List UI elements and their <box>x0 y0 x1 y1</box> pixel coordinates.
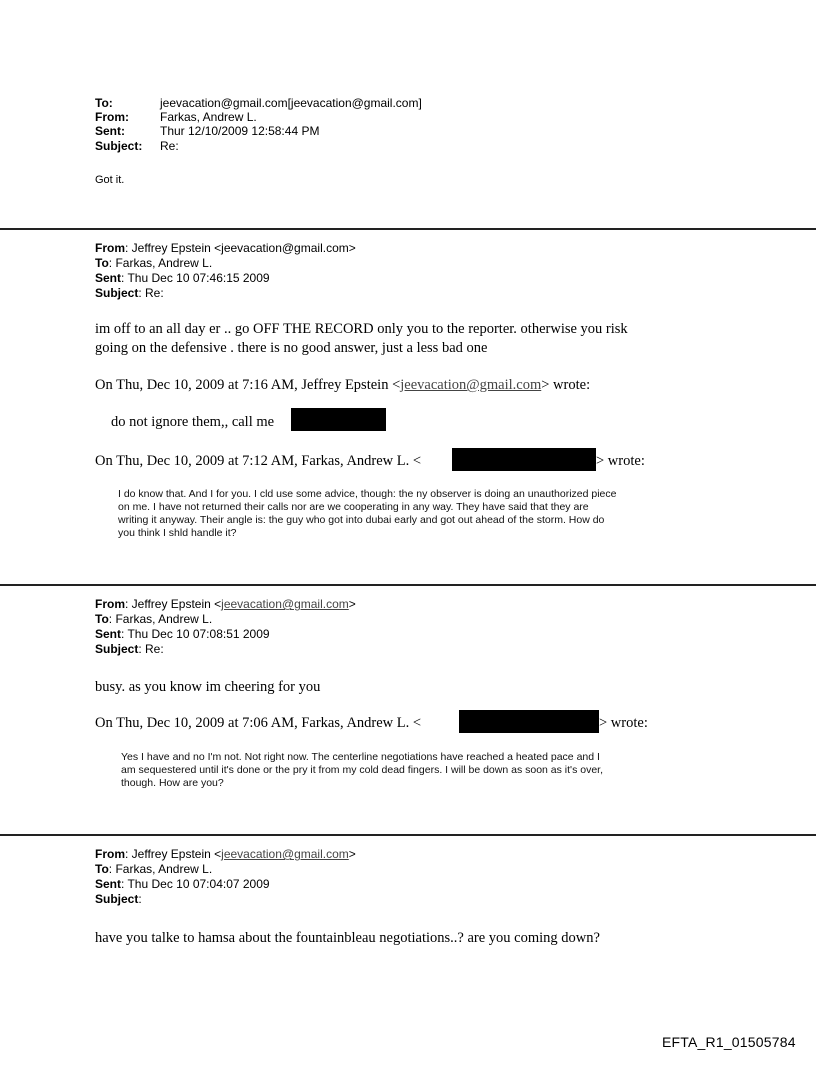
sent-label: Sent: <box>95 124 125 138</box>
from-value: Farkas, Andrew L. <box>160 110 257 124</box>
msg3-sent-line: Sent: Thu Dec 10 07:08:51 2009 <box>95 627 270 641</box>
msg4-to-line: To: Farkas, Andrew L. <box>95 862 213 876</box>
msg3-quote-line1: Yes I have and no I'm not. Not right now. The centerline negotiations have reached a heated pace and I <box>121 751 600 763</box>
divider <box>0 834 816 836</box>
email-link[interactable]: jeevacation@gmail.com <box>221 847 349 861</box>
msg4-body: have you talke to hamsa about the fountainbleau negotiations..? are you coming down? <box>95 930 600 946</box>
document-id: EFTA_R1_01505784 <box>662 1034 796 1050</box>
msg2-subject-line: Subject: Re: <box>95 286 164 300</box>
to-value: jeevacation@gmail.com[jeevacation@gmail.com] <box>160 96 422 110</box>
divider <box>0 584 816 586</box>
msg3-subject-line: Subject: Re: <box>95 642 164 656</box>
msg2-quote1-header: On Thu, Dec 10, 2009 at 7:16 AM, Jeffrey Epstein <jeevacation@gmail.com> wrote: <box>95 377 591 393</box>
redaction-box <box>452 448 596 471</box>
msg2-from-line: From: Jeffrey Epstein <jeevacation@gmail.com> <box>95 241 356 255</box>
divider <box>0 228 816 230</box>
msg3-to-line: To: Farkas, Andrew L. <box>95 612 213 626</box>
msg3-quote-line3: though. How are you? <box>121 777 224 789</box>
msg3-from-line: From: Jeffrey Epstein <jeevacation@gmail.com> <box>95 597 356 611</box>
msg2-quote2-line4: you think I shld handle it? <box>118 527 237 539</box>
redaction-box <box>459 710 599 733</box>
msg2-quote2-suffix: > wrote: <box>596 453 645 469</box>
msg3-quote-prefix: On Thu, Dec 10, 2009 at 7:06 AM, Farkas, Andrew L. < <box>95 715 422 731</box>
email-link[interactable]: jeevacation@gmail.com <box>400 377 542 393</box>
msg2-quote2-prefix: On Thu, Dec 10, 2009 at 7:12 AM, Farkas, Andrew L. < <box>95 453 422 469</box>
subject-value: Re: <box>160 139 179 153</box>
msg3-quote-suffix: > wrote: <box>599 715 648 731</box>
msg2-to-line: To: Farkas, Andrew L. <box>95 256 213 270</box>
sent-value: Thur 12/10/2009 12:58:44 PM <box>160 124 320 138</box>
msg2-body-line2: going on the defensive . there is no good answer, just a less bad one <box>95 340 488 356</box>
msg4-subject-line: Subject: <box>95 892 142 906</box>
msg2-quote1-body: do not ignore them,, call me <box>111 414 275 430</box>
to-label: To: <box>95 96 113 110</box>
msg4-sent-line: Sent: Thu Dec 10 07:04:07 2009 <box>95 877 270 891</box>
msg2-quote2-line1: I do know that. And I for you. I cld use some advice, though: the ny observer is doing an unauthorized piece <box>118 488 617 500</box>
msg2-sent-line: Sent: Thu Dec 10 07:46:15 2009 <box>95 271 270 285</box>
msg4-from-line: From: Jeffrey Epstein <jeevacation@gmail.com> <box>95 847 356 861</box>
msg3-quote-line2: am sequestered until it's done or the pry it from my cold dead fingers. I will be down as soon as it's over, <box>121 764 603 776</box>
top-message-body: Got it. <box>95 174 125 186</box>
redaction-box <box>291 408 386 431</box>
from-label: From: <box>95 110 129 124</box>
email-link[interactable]: jeevacation@gmail.com <box>221 597 349 611</box>
msg2-quote2-line2: on me. I have not returned their calls nor are we cooperating in any way. They have said that they are <box>118 501 589 513</box>
msg2-body-line1: im off to an all day er .. go OFF THE RECORD only you to the reporter. otherwise you risk <box>95 321 628 337</box>
subject-label: Subject: <box>95 139 143 153</box>
msg2-quote2-line3: writing it anyway. Their angle is: the guy who got into dubai early and got out ahead of the storm. How do <box>118 514 605 526</box>
msg3-body: busy. as you know im cheering for you <box>95 679 321 695</box>
